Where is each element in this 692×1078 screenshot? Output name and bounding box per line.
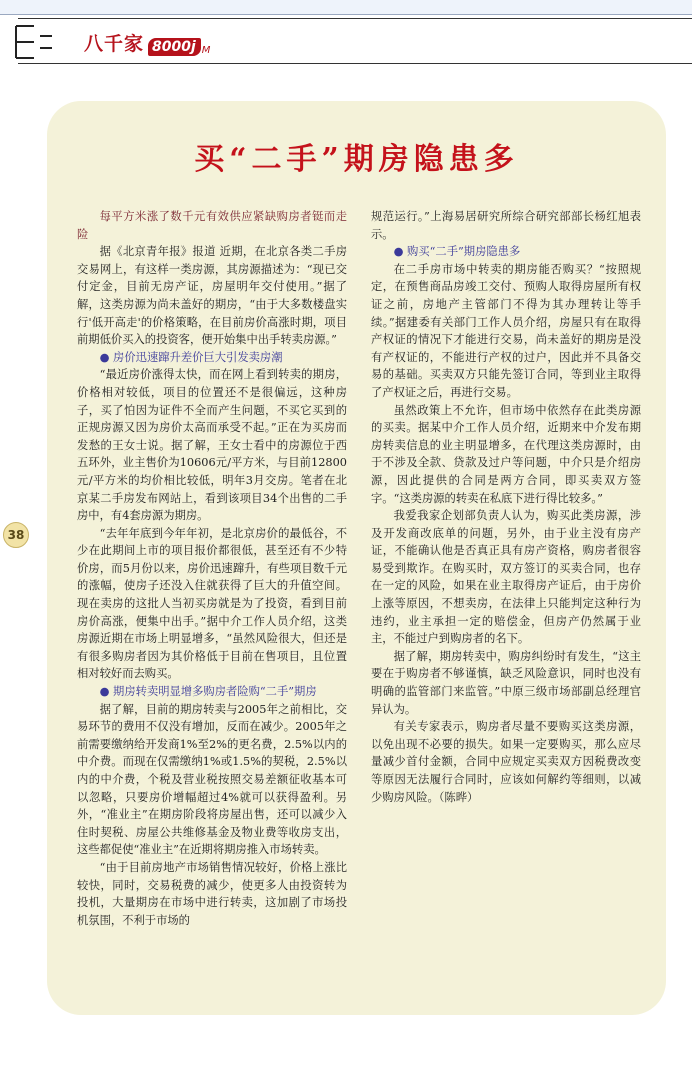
- body-paragraph: “最近房价涨得太快，而在网上看到转卖的期房，价格相对较低，项目的位置还不是很偏远，这种房子，买了怕因为证件不全而产生问题，不买它买到的正规房源又因为房价太高而承受不起。”正在为买房而发愁的王女士说。据了解，王女士看中的房源位于西五环外，业主售价为10606元/平方米，与目前12800元/平方米的均价相比较低，明年3月交房。笔者在北京某二手房发布网站上，看到该项目34个出售的二手房中，有4套房源为期房。: [77, 368, 347, 523]
- body-paragraph: 据了解，目前的期房转卖与2005年之前相比，交易环节的费用不仅没有增加，反而在减少。2005年之前需要缴纳给开发商1%至2%的更名费，2.5%以内的中介费。而现在仅需缴纳1%或1.5%的契税，2.5%以内的中介费，个税及营业税按照交易差额征收基本可以忽略，只要房价增幅超过4%就可以获得盈利。另外，“准业主”在期房阶段将房屋出售，还可以减少入住时契税、房屋公共维修基金及物业费等收房支出，这些都促使“准业主”在近期将期房推入市场转卖。: [77, 702, 347, 857]
- body-paragraph: 我爱我家企划部负责人认为，购买此类房源，涉及开发商改底单的问题，另外，由于业主没有房产证，不能确认他是否真正具有房产资格，购房者很容易受到欺诈。在购买时，双方签订的买卖合同，也存在一定的风险，如果在业主取得房产证后，由于房价上涨等原因，不想卖房，在法律上只能判定这种行为违约，业主承担一定的赔偿金，但房产仍然属于业主，不能过户到购房者的名下。: [371, 509, 641, 646]
- header-rule-top: [18, 18, 692, 19]
- brand-name: 八千家: [84, 33, 145, 55]
- body-paragraph: 规范运行。”上海易居研究所综合研究部部长杨红旭表示。: [371, 210, 641, 241]
- body-paragraph: 据了解，期房转卖中，购房纠纷时有发生，“这主要在于购房者不够谨慎，缺乏风险意识，同时也没有明确的监管部门来监管。”中原三级市场部副总经理官异认为。: [371, 649, 641, 716]
- article-column-left: [77, 208, 347, 929]
- header-rule-bottom: [18, 63, 692, 64]
- bullet-dot-icon: ●: [99, 685, 114, 699]
- body-paragraph: “由于目前房地产市场销售情况较好，价格上涨比较快，同时，交易税费的减少，使更多人由投资转为投机，大量期房在市场中进行转卖，这加剧了市场投机氛围，不利于市场的: [77, 860, 347, 927]
- magazine-brand: [84, 26, 210, 56]
- brand-suffix: M: [201, 45, 211, 56]
- bullet-dot-icon: ●: [393, 245, 408, 259]
- article-lead: 每平方米涨了数千元有效供应紧缺购房者铤而走险: [77, 210, 347, 241]
- body-paragraph: 据《北京青年报》报道 近期，在北京各类二手房交易网上，有这样一类房源，其房源描述为：“现已交付定金，目前无房产证，房屋明年交付使用。”据了解，这类房源为尚未盖好的期房，“由于大多数楼盘实行'低开高走'的价格策略，在目前房价高涨时期，项目前期低价买入的投资客，便开始集中出手转卖房源。”: [77, 245, 347, 347]
- section-heading: ● 期房转卖明显增多购房者险购“二手”期房: [99, 685, 317, 699]
- section-heading: ● 购买“二手”期房隐患多: [393, 245, 521, 259]
- body-paragraph: “去年年底到今年年初，是北京房价的最低谷，不少在此期间上市的项目报价都很低，甚至还有不少特价房，而5月份以来，房价迅速蹿升，有些项目数千元的涨幅，使房子还没入住就获得了巨大的升值空间。现在卖房的这批人当初买房就是为了投资，看到目前房价高涨，便集中出手。”据中介工作人员介绍，这类房源近期在市场上明显增多，“虽然风险很大，但还是有很多购房者因为其价格低于目前在售项目，且位置相对较好而去购买。: [77, 526, 347, 681]
- top-bar: [0, 0, 692, 15]
- bracket-logo-icon: [14, 22, 54, 62]
- body-paragraph: 有关专家表示，购房者尽量不要购买这类房源，以免出现不必要的损失。如果一定要购买，那么应尽量减少首付金额，合同中应规定买卖双方因税费改变等原因无法履行合同时，应该如何解约等细则，以减少购房风险。（陈晔）: [371, 720, 641, 804]
- article-title: 买“二手”期房隐患多: [194, 142, 519, 177]
- body-paragraph: 虽然政策上不允许，但市场中依然存在此类房源的买卖。据某中介工作人员介绍，近期来中介发布期房转卖信息的业主明显增多，在代理这类房源时，由于不涉及全款、贷款及过户等问题，中介只是介绍房源，因此提供的合同是两方合同，即买卖双方签字。“这类房源的转卖在私底下进行得比较多。”: [371, 403, 641, 505]
- bullet-dot-icon: ●: [99, 350, 114, 364]
- brand-number: 8000j: [148, 38, 201, 56]
- article-column-right: [371, 208, 641, 806]
- section-heading: ● 房价迅速蹿升差价巨大引发卖房潮: [99, 350, 283, 364]
- page-number: 38: [3, 522, 29, 548]
- body-paragraph: 在二手房市场中转卖的期房能否购买？“按照规定，在预售商品房竣工交付、预购人取得房屋所有权证之前，房地产主管部门不得为其办理转让等手续。”据建委有关部门工作人员介绍，房屋只有在取得产权证的情况下才能进行交易，尚未盖好的期房是没有产权证的，不能进行产权的过户，因此并不具备交易的基础。买卖双方只能先签订合同，等到业主取得了产权证之后，再进行交易。: [371, 262, 641, 399]
